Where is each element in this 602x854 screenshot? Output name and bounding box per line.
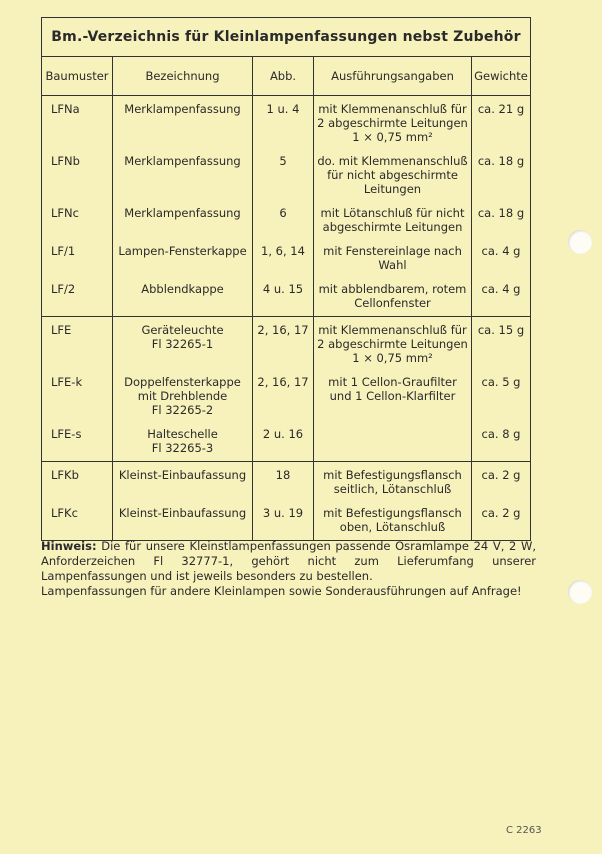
designation <box>116 154 249 196</box>
figure-ref-line: 2, 16, 17 <box>257 323 309 337</box>
designation-line: Kleinst-Einbaufassung <box>118 468 247 482</box>
weight <box>475 506 527 534</box>
figure-ref-line: 2 u. 16 <box>262 427 304 441</box>
weight-line: ca. 15 g <box>477 323 525 337</box>
punch-hole-upper <box>568 230 592 254</box>
specification-line: mit Befestigungsflansch <box>323 468 462 482</box>
note-text: Die für unsere Kleinstlampenfassungen passende Osramlampe 24 V, 2 W, Anforderzeichen Fl 32777-1, gehört nicht zum Lieferumfang unserer Lampenfassungen und ist jeweils besonders zu bestellen. <box>41 539 536 583</box>
model-code-cell <box>42 462 113 541</box>
figure-ref <box>256 375 310 417</box>
designation <box>116 323 249 365</box>
specification <box>317 282 468 310</box>
figure-ref-line: 4 u. 15 <box>262 282 304 296</box>
designation-cell <box>113 462 253 541</box>
designation-line: Abblendkappe <box>141 282 224 296</box>
designation-line: Merklampenfassung <box>124 154 241 168</box>
designation-line: Merklampenfassung <box>124 206 241 220</box>
designation <box>116 375 249 417</box>
weight-cell <box>472 462 531 541</box>
designation <box>116 468 249 496</box>
designation-line: Geräteleuchte <box>141 323 224 337</box>
model-code-line: LF/1 <box>51 244 76 258</box>
designation <box>116 427 249 455</box>
model-code-line: LFKb <box>51 468 79 482</box>
figure-ref <box>256 506 310 534</box>
model-code <box>51 244 109 272</box>
specification-line: mit Befestigungsflansch <box>323 506 462 520</box>
specification <box>317 506 468 534</box>
designation-line: Halteschelle <box>147 427 218 441</box>
model-code <box>51 323 109 365</box>
note-label: Hinweis: <box>41 539 97 553</box>
figure-ref <box>256 154 310 196</box>
weight <box>475 154 527 196</box>
specification-cell <box>314 96 472 317</box>
weight <box>475 323 527 365</box>
model-code-line: LFNb <box>51 154 80 168</box>
specification-line: mit abblendbarem, rotem <box>318 282 467 296</box>
weight-line: ca. 2 g <box>481 468 521 482</box>
specification-line: 2 abgeschirmte Leitungen <box>317 337 468 351</box>
page-code: C 2263 <box>506 825 542 836</box>
designation <box>116 282 249 310</box>
figure-ref-line: 2, 16, 17 <box>257 375 309 389</box>
note <box>41 539 536 599</box>
figure-ref-line: 3 u. 19 <box>262 506 304 520</box>
figure-ref-line: 1 u. 4 <box>266 102 300 116</box>
figure-ref <box>256 323 310 365</box>
figure-ref-line: 18 <box>275 468 291 482</box>
figure-ref-cell <box>253 462 314 541</box>
specification-cell <box>314 462 472 541</box>
weight <box>475 282 527 310</box>
specification <box>317 154 468 196</box>
designation-line: Fl 32265-1 <box>151 337 214 351</box>
designation <box>116 244 249 272</box>
figure-ref-line: 6 <box>279 206 287 220</box>
figure-ref-cell <box>253 317 314 462</box>
specification-line: und 1 Cellon-Klarfilter <box>329 389 456 403</box>
specification <box>317 323 468 365</box>
specification <box>317 375 468 417</box>
punch-hole-lower <box>568 580 592 604</box>
model-code-line: LFE <box>51 323 72 337</box>
model-code-line: LFKc <box>51 506 78 520</box>
col-header-gewichte: Gewichte <box>472 57 531 96</box>
model-code <box>51 102 109 144</box>
col-header-baumuster: Baumuster <box>42 57 113 96</box>
col-header-abb: Abb. <box>253 57 314 96</box>
figure-ref-line: 1, 6, 14 <box>261 244 305 258</box>
note-line2: Lampenfassungen für andere Kleinlampen sowie Sonderausführungen auf Anfrage! <box>41 584 522 598</box>
specification-line: oben, Lötanschluß <box>339 520 446 534</box>
weight <box>475 427 527 455</box>
specification-line: 2 abgeschirmte Leitungen <box>317 116 468 130</box>
model-code-line: LFE-k <box>51 375 83 389</box>
specification <box>317 427 468 455</box>
model-code <box>51 154 109 196</box>
model-code-line: LF/2 <box>51 282 76 296</box>
designation <box>116 506 249 534</box>
designation-line: Fl 32265-3 <box>151 441 214 455</box>
designation-line: Lampen-Fensterkappe <box>118 244 247 258</box>
figure-ref <box>256 282 310 310</box>
weight <box>475 244 527 272</box>
specification <box>317 102 468 144</box>
weight <box>475 375 527 417</box>
table-group <box>42 462 531 541</box>
model-code <box>51 506 109 534</box>
figure-ref <box>256 102 310 144</box>
weight-line: ca. 21 g <box>477 102 525 116</box>
specification-line: mit Lötanschluß für nicht <box>320 206 465 220</box>
table-group <box>42 96 531 317</box>
designation-line: Kleinst-Einbaufassung <box>118 506 247 520</box>
figure-ref-cell <box>253 96 314 317</box>
specification-line: Leitungen <box>363 182 422 196</box>
figure-ref-line: 5 <box>279 154 287 168</box>
weight <box>475 102 527 144</box>
specification-line: für nicht abgeschirmte <box>327 168 458 182</box>
table-group <box>42 317 531 462</box>
specification <box>317 244 468 272</box>
weight-line: ca. 18 g <box>477 154 525 168</box>
weight-line: ca. 5 g <box>481 375 521 389</box>
parts-table <box>41 17 531 541</box>
weight <box>475 468 527 496</box>
col-header-bezeichnung: Bezeichnung <box>113 57 253 96</box>
weight-cell <box>472 96 531 317</box>
model-code-cell <box>42 96 113 317</box>
specification <box>317 468 468 496</box>
specification-line: do. mit Klemmenanschluß <box>317 154 468 168</box>
col-header-ausfuehrung: Ausführungsangaben <box>314 57 472 96</box>
specification-line: abgeschirmte Leitungen <box>322 220 463 234</box>
figure-ref <box>256 468 310 496</box>
specification-cell <box>314 317 472 462</box>
designation <box>116 102 249 144</box>
model-code <box>51 206 109 234</box>
specification-line: mit Klemmenanschluß für <box>318 323 467 337</box>
designation-cell <box>113 317 253 462</box>
model-code <box>51 427 109 455</box>
weight-cell <box>472 317 531 462</box>
designation-line: mit Drehblende <box>137 389 228 403</box>
specification-line: 1 × 0,75 mm² <box>352 351 433 365</box>
designation-cell <box>113 96 253 317</box>
specification-line: mit Klemmenanschluß für <box>318 102 467 116</box>
weight-line: ca. 4 g <box>481 282 521 296</box>
specification-line: seitlich, Lötanschluß <box>333 482 452 496</box>
model-code-line: LFE-s <box>51 427 82 441</box>
figure-ref <box>256 244 310 272</box>
specification-line: mit 1 Cellon-Graufilter <box>328 375 457 389</box>
weight <box>475 206 527 234</box>
specification-line: Wahl <box>378 258 407 272</box>
figure-ref <box>256 427 310 455</box>
specification-line: mit Fenstereinlage nach <box>323 244 462 258</box>
model-code-cell <box>42 317 113 462</box>
weight-line: ca. 8 g <box>481 427 521 441</box>
model-code <box>51 282 109 310</box>
weight-line: ca. 4 g <box>481 244 521 258</box>
model-code-line: LFNc <box>51 206 79 220</box>
model-code <box>51 468 109 496</box>
model-code <box>51 375 109 417</box>
model-code-line: LFNa <box>51 102 80 116</box>
specification-line: Cellonfenster <box>354 296 431 310</box>
specification <box>317 206 468 234</box>
figure-ref <box>256 206 310 234</box>
designation <box>116 206 249 234</box>
designation-line: Doppelfensterkappe <box>124 375 241 389</box>
weight-line: ca. 2 g <box>481 506 521 520</box>
weight-line: ca. 18 g <box>477 206 525 220</box>
designation-line: Merklampenfassung <box>124 102 241 116</box>
specification-line: 1 × 0,75 mm² <box>352 130 433 144</box>
table-title: Bm.-Verzeichnis für Kleinlampenfassungen nebst Zubehör <box>42 18 531 57</box>
designation-line: Fl 32265-2 <box>151 403 214 417</box>
